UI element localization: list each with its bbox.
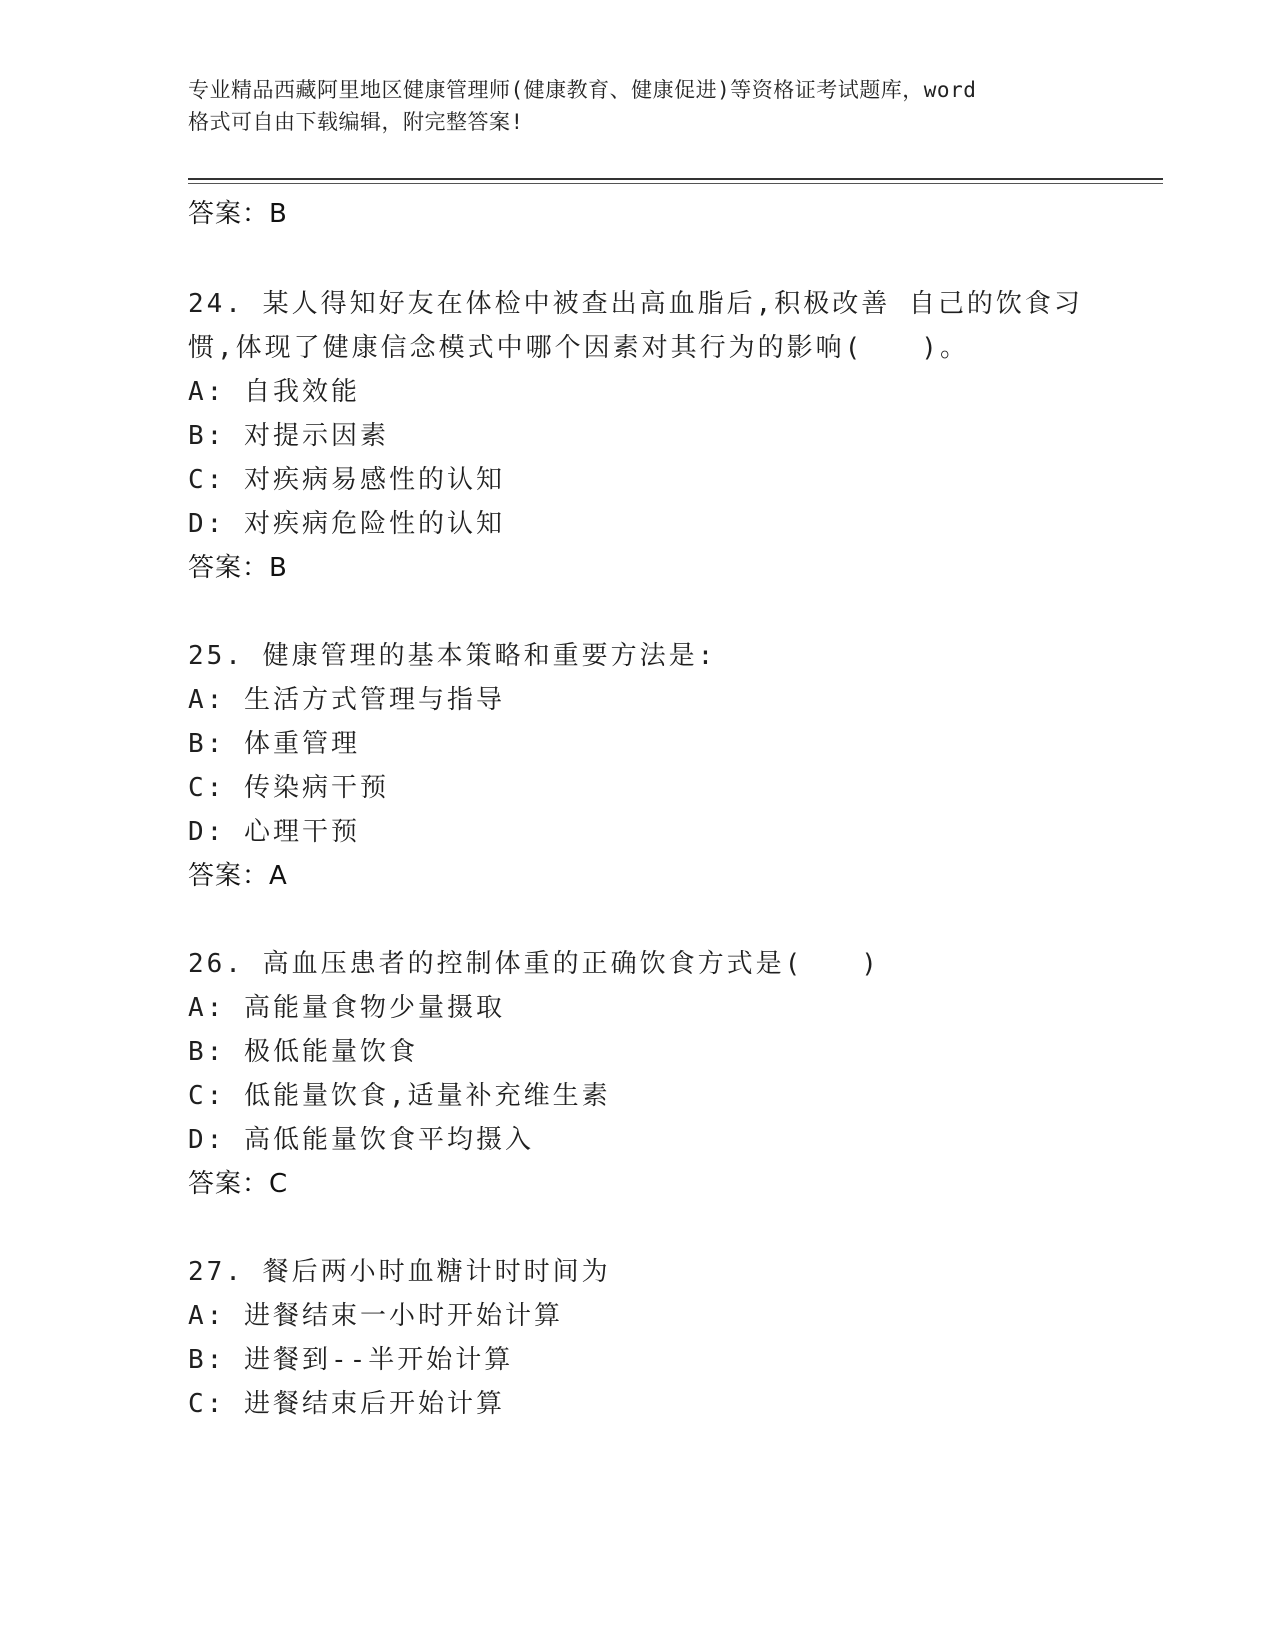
option-a: A: 进餐结束一小时开始计算 [188,1301,563,1331]
answer: 答案：C [188,1169,289,1199]
question-stem: 25. 健康管理的基本策略和重要方法是: [188,641,717,671]
answer: 答案：A [188,861,288,891]
question-stem: 27. 餐后两小时血糖计时时间为 [188,1257,611,1287]
option-a: A: 自我效能 [188,377,360,407]
option-b: B: 极低能量饮食 [188,1037,418,1067]
previous-answer: 答案：B [188,199,288,229]
option-d: D: 对疾病危险性的认知 [188,509,505,539]
option-b: B: 体重管理 [188,729,360,759]
header-rule-thick [188,178,1163,180]
answer: 答案：B [188,553,288,583]
option-c: C: 传染病干预 [188,773,389,803]
page-header [188,74,1088,138]
option-b: B: 进餐到--半开始计算 [188,1345,514,1375]
header-rule-thin [188,183,1163,184]
option-a: A: 生活方式管理与指导 [188,685,505,715]
option-c: C: 低能量饮食,适量补充维生素 [188,1081,611,1111]
option-d: D: 心理干预 [188,817,360,847]
question-stem: 24. 某人得知好友在体检中被查出高血脂后,积极改善 自己的饮食习 [188,289,1083,319]
header-line-1: 专业精品西藏阿里地区健康管理师(健康教育、健康促进)等资格证考试题库，word [188,78,977,102]
option-c: C: 进餐结束后开始计算 [188,1389,505,1419]
option-d: D: 高低能量饮食平均摄入 [188,1125,534,1155]
option-b: B: 对提示因素 [188,421,389,451]
header-line-2: 格式可自由下载编辑，附完整答案! [188,110,524,134]
option-c: C: 对疾病易感性的认知 [188,465,505,495]
option-a: A: 高能量食物少量摄取 [188,993,505,1023]
question-stem-continued: 惯,体现了健康信念模式中哪个因素对其行为的影响( )。 [188,333,969,363]
question-stem: 26. 高血压患者的控制体重的正确饮食方式是( ) [188,949,880,979]
